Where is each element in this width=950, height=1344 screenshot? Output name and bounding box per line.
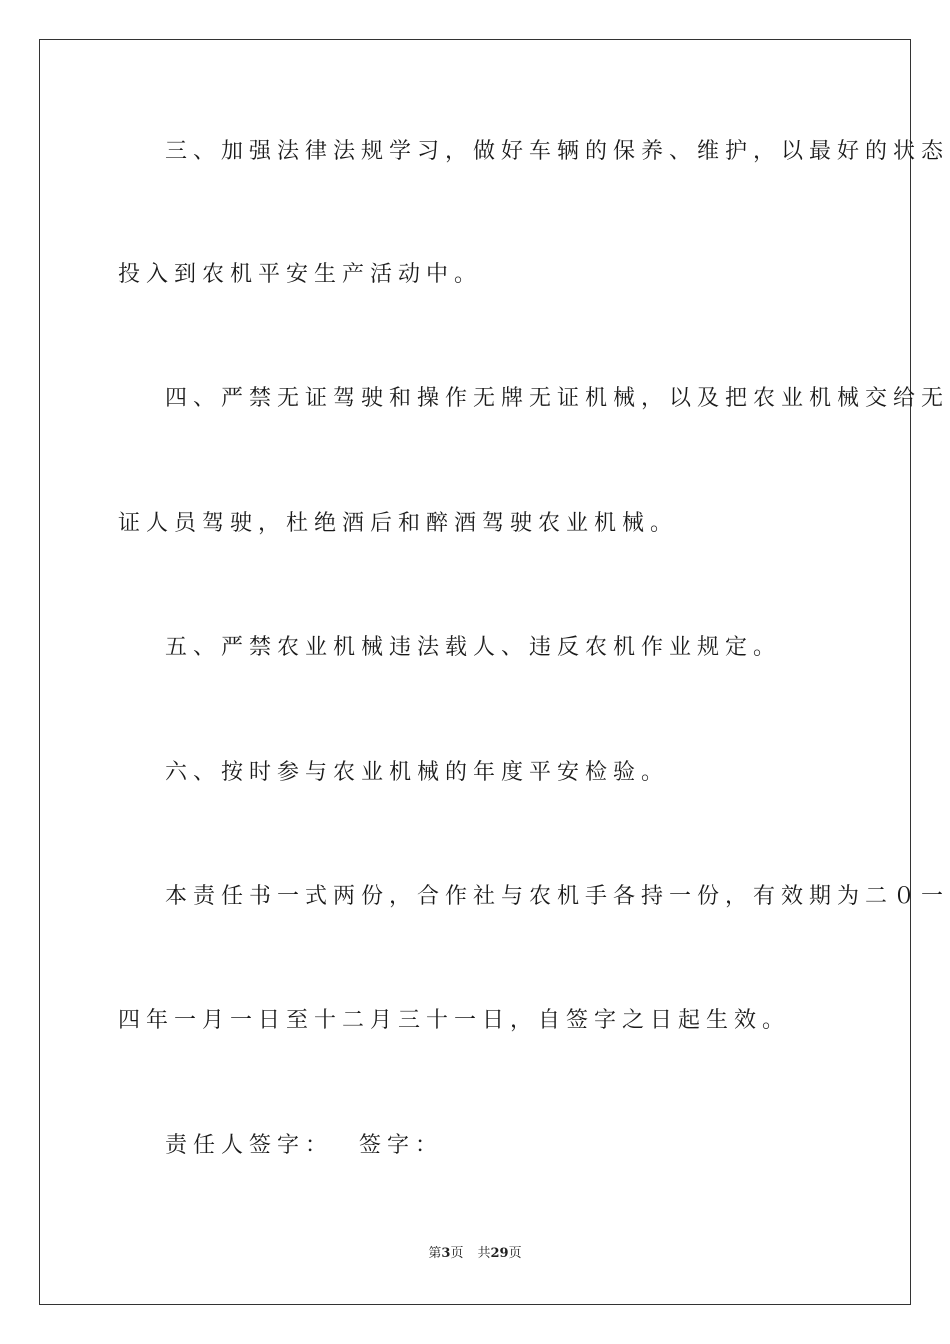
- total-pages: 29: [490, 1246, 509, 1261]
- paragraph-validity-line-1: 本责任书一式两份，合作社与农机手各持一份，有效期为二０一: [165, 884, 950, 909]
- page-prefix: 第: [428, 1246, 442, 1261]
- total-suffix: 页: [508, 1246, 522, 1261]
- paragraph-4-line-1: 四、严禁无证驾驶和操作无牌无证机械，以及把农业机械交给无: [165, 386, 950, 411]
- page-suffix: 页: [450, 1246, 464, 1261]
- page-footer: [0, 1244, 950, 1264]
- paragraph-3-line-2: 投入到农机平安生产活动中。: [118, 262, 483, 287]
- paragraph-6-line-1: 六、按时参与农业机械的年度平安检验。: [165, 760, 670, 785]
- page-border: [39, 39, 950, 1305]
- paragraph-5-line-1: 五、严禁农业机械违法载人、违反农机作业规定。: [165, 635, 782, 660]
- signature-line: 责任人签字： 签字：: [165, 1133, 443, 1158]
- paragraph-3-line-1: 三、加强法律法规学习，做好车辆的保养、维护，以最好的状态: [165, 139, 950, 164]
- total-prefix: 共: [477, 1246, 491, 1261]
- paragraph-validity-line-2: 四年一月一日至十二月三十一日，自签字之日起生效。: [118, 1008, 791, 1033]
- page-number: 3: [441, 1246, 451, 1261]
- paragraph-4-line-2: 证人员驾驶，杜绝酒后和醉酒驾驶农业机械。: [118, 511, 679, 536]
